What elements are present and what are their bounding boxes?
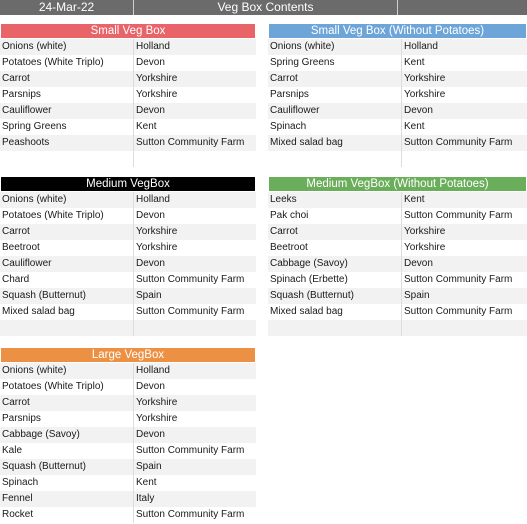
vegetable-cell: Beetroot [0, 240, 134, 256]
vegetable-cell: Parsnips [0, 411, 134, 427]
origin-cell: Kent [136, 477, 157, 488]
table-row [0, 39, 256, 55]
vegetable-cell: Carrot [268, 224, 402, 240]
table-row [0, 208, 256, 224]
vegetable-cell: Potatoes (White Triplo) [0, 379, 134, 395]
origin-cell: Sutton Community Farm [404, 306, 513, 317]
origin-cell: Yorkshire [136, 226, 178, 237]
table-row [268, 240, 527, 256]
table-row [0, 395, 256, 411]
origin-cell: Yorkshire [404, 73, 446, 84]
table-row [268, 119, 527, 135]
table-row [268, 320, 527, 336]
vegetable-cell [268, 320, 402, 336]
vegetable-cell: Spinach [0, 475, 134, 491]
table-row [0, 256, 256, 272]
origin-cell: Devon [404, 105, 433, 116]
vegetable-cell: Parsnips [0, 87, 134, 103]
table-row [0, 192, 256, 208]
table-row [0, 379, 256, 395]
origin-cell: Yorkshire [136, 413, 178, 424]
origin-cell: Spain [404, 290, 430, 301]
origin-cell: Devon [404, 258, 433, 269]
origin-cell: Yorkshire [404, 242, 446, 253]
table-row [0, 151, 256, 167]
origin-cell: Yorkshire [404, 89, 446, 100]
table-row [0, 55, 256, 71]
table-row [0, 443, 256, 459]
vegetable-cell: Parsnips [268, 87, 402, 103]
header-bar [0, 0, 527, 15]
vegetable-cell: Cauliflower [268, 103, 402, 119]
medium-veg-box-rows [0, 192, 256, 336]
vegetable-cell: Onions (white) [0, 192, 134, 208]
origin-cell: Kent [404, 194, 425, 205]
small-veg-box-title: Small Veg Box [0, 23, 256, 39]
vegetable-cell: Rocket [0, 507, 134, 523]
origin-cell: Sutton Community Farm [404, 274, 513, 285]
origin-cell [134, 320, 256, 336]
vegetable-cell: Onions (white) [268, 39, 402, 55]
table-row [268, 87, 527, 103]
vegetable-cell: Chard [0, 272, 134, 288]
small-veg-box-rows [0, 39, 256, 167]
large-veg-box-rows [0, 363, 256, 523]
table-row [268, 55, 527, 71]
small-veg-box-no-potatoes-rows [268, 39, 527, 167]
origin-cell: Sutton Community Farm [136, 445, 245, 456]
origin-cell: Devon [136, 105, 165, 116]
vegetable-cell: Mixed salad bag [268, 304, 402, 320]
origin-cell: Holland [136, 41, 170, 52]
vegetable-cell: Mixed salad bag [268, 135, 402, 151]
origin-cell: Yorkshire [404, 226, 446, 237]
small-veg-box-no-potatoes [268, 23, 527, 167]
vegetable-cell: Cauliflower [0, 103, 134, 119]
vegetable-cell: Squash (Butternut) [268, 288, 402, 304]
origin-cell: Spain [136, 461, 162, 472]
origin-cell: Yorkshire [136, 397, 178, 408]
origin-cell: Sutton Community Farm [404, 137, 513, 148]
medium-veg-box-no-potatoes [268, 176, 527, 336]
table-row [268, 192, 527, 208]
table-row [268, 224, 527, 240]
origin-cell: Kent [404, 121, 425, 132]
vegetable-cell: Squash (Butternut) [0, 459, 134, 475]
vegetable-cell: Carrot [0, 395, 134, 411]
origin-cell: Yorkshire [136, 89, 178, 100]
origin-cell: Italy [136, 493, 155, 504]
vegetable-cell: Carrot [0, 224, 134, 240]
table-row [268, 208, 527, 224]
vegetable-cell: Spinach [268, 119, 402, 135]
origin-cell: Yorkshire [136, 73, 178, 84]
table-row [0, 507, 256, 523]
medium-veg-box-no-potatoes-title: Medium VegBox (Without Potatoes) [268, 176, 527, 192]
vegetable-cell: Squash (Butternut) [0, 288, 134, 304]
table-row [0, 224, 256, 240]
table-row [0, 272, 256, 288]
table-row [0, 475, 256, 491]
origin-cell: Kent [136, 121, 157, 132]
table-row [268, 272, 527, 288]
table-row [268, 304, 527, 320]
vegetable-cell: Onions (white) [0, 39, 134, 55]
vegetable-cell: Cabbage (Savoy) [268, 256, 402, 272]
table-row [268, 71, 527, 87]
table-row [0, 103, 256, 119]
vegetable-cell: Spring Greens [268, 55, 402, 71]
table-row [0, 459, 256, 475]
table-row [0, 304, 256, 320]
table-row [268, 39, 527, 55]
vegetable-cell: Beetroot [268, 240, 402, 256]
origin-cell: Sutton Community Farm [404, 210, 513, 221]
large-veg-box [0, 347, 256, 523]
origin-cell: Devon [136, 429, 165, 440]
origin-cell: Devon [136, 57, 165, 68]
table-row [0, 427, 256, 443]
small-veg-box [0, 23, 256, 167]
vegetable-cell: Leeks [268, 192, 402, 208]
vegetable-cell [0, 320, 134, 336]
medium-veg-box [0, 176, 256, 336]
table-row [0, 411, 256, 427]
table-row [0, 119, 256, 135]
vegetable-cell: Mixed salad bag [0, 304, 134, 320]
vegetable-cell: Potatoes (White Triplo) [0, 55, 134, 71]
table-row [0, 240, 256, 256]
table-row [0, 87, 256, 103]
table-row [0, 71, 256, 87]
large-veg-box-title: Large VegBox [0, 347, 256, 363]
vegetable-cell: Kale [0, 443, 134, 459]
origin-cell: Yorkshire [136, 242, 178, 253]
origin-cell: Holland [136, 194, 170, 205]
table-row [0, 363, 256, 379]
origin-cell: Holland [404, 41, 438, 52]
origin-cell: Holland [136, 365, 170, 376]
origin-cell [134, 151, 256, 167]
table-row [268, 288, 527, 304]
origin-cell [402, 320, 527, 336]
header-date: 24-Mar-22 [0, 0, 134, 15]
origin-cell: Kent [404, 57, 425, 68]
medium-veg-box-title: Medium VegBox [0, 176, 256, 192]
table-row [0, 320, 256, 336]
header-title: Veg Box Contents [134, 0, 398, 15]
origin-cell: Devon [136, 210, 165, 221]
vegetable-cell: Pak choi [268, 208, 402, 224]
table-row [268, 103, 527, 119]
vegetable-cell: Cauliflower [0, 256, 134, 272]
origin-cell: Devon [136, 258, 165, 269]
vegetable-cell: Peashoots [0, 135, 134, 151]
vegetable-cell: Potatoes (White Triplo) [0, 208, 134, 224]
vegetable-cell: Carrot [0, 71, 134, 87]
vegetable-cell: Spring Greens [0, 119, 134, 135]
origin-cell: Sutton Community Farm [136, 306, 245, 317]
header-blank-cell [398, 0, 527, 15]
table-row [0, 135, 256, 151]
vegetable-cell: Spinach (Erbette) [268, 272, 402, 288]
table-row [268, 151, 527, 167]
origin-cell: Sutton Community Farm [136, 509, 245, 520]
table-row [268, 135, 527, 151]
table-row [0, 288, 256, 304]
table-row [268, 256, 527, 272]
origin-cell [402, 151, 527, 167]
vegetable-cell [268, 151, 402, 167]
medium-veg-box-no-potatoes-rows [268, 192, 527, 336]
origin-cell: Spain [136, 290, 162, 301]
origin-cell: Sutton Community Farm [136, 137, 245, 148]
vegetable-cell: Onions (white) [0, 363, 134, 379]
origin-cell: Devon [136, 381, 165, 392]
origin-cell: Sutton Community Farm [136, 274, 245, 285]
vegetable-cell: Carrot [268, 71, 402, 87]
vegetable-cell: Cabbage (Savoy) [0, 427, 134, 443]
small-veg-box-no-potatoes-title: Small Veg Box (Without Potatoes) [268, 23, 527, 39]
vegetable-cell: Fennel [0, 491, 134, 507]
table-row [0, 491, 256, 507]
vegetable-cell [0, 151, 134, 167]
